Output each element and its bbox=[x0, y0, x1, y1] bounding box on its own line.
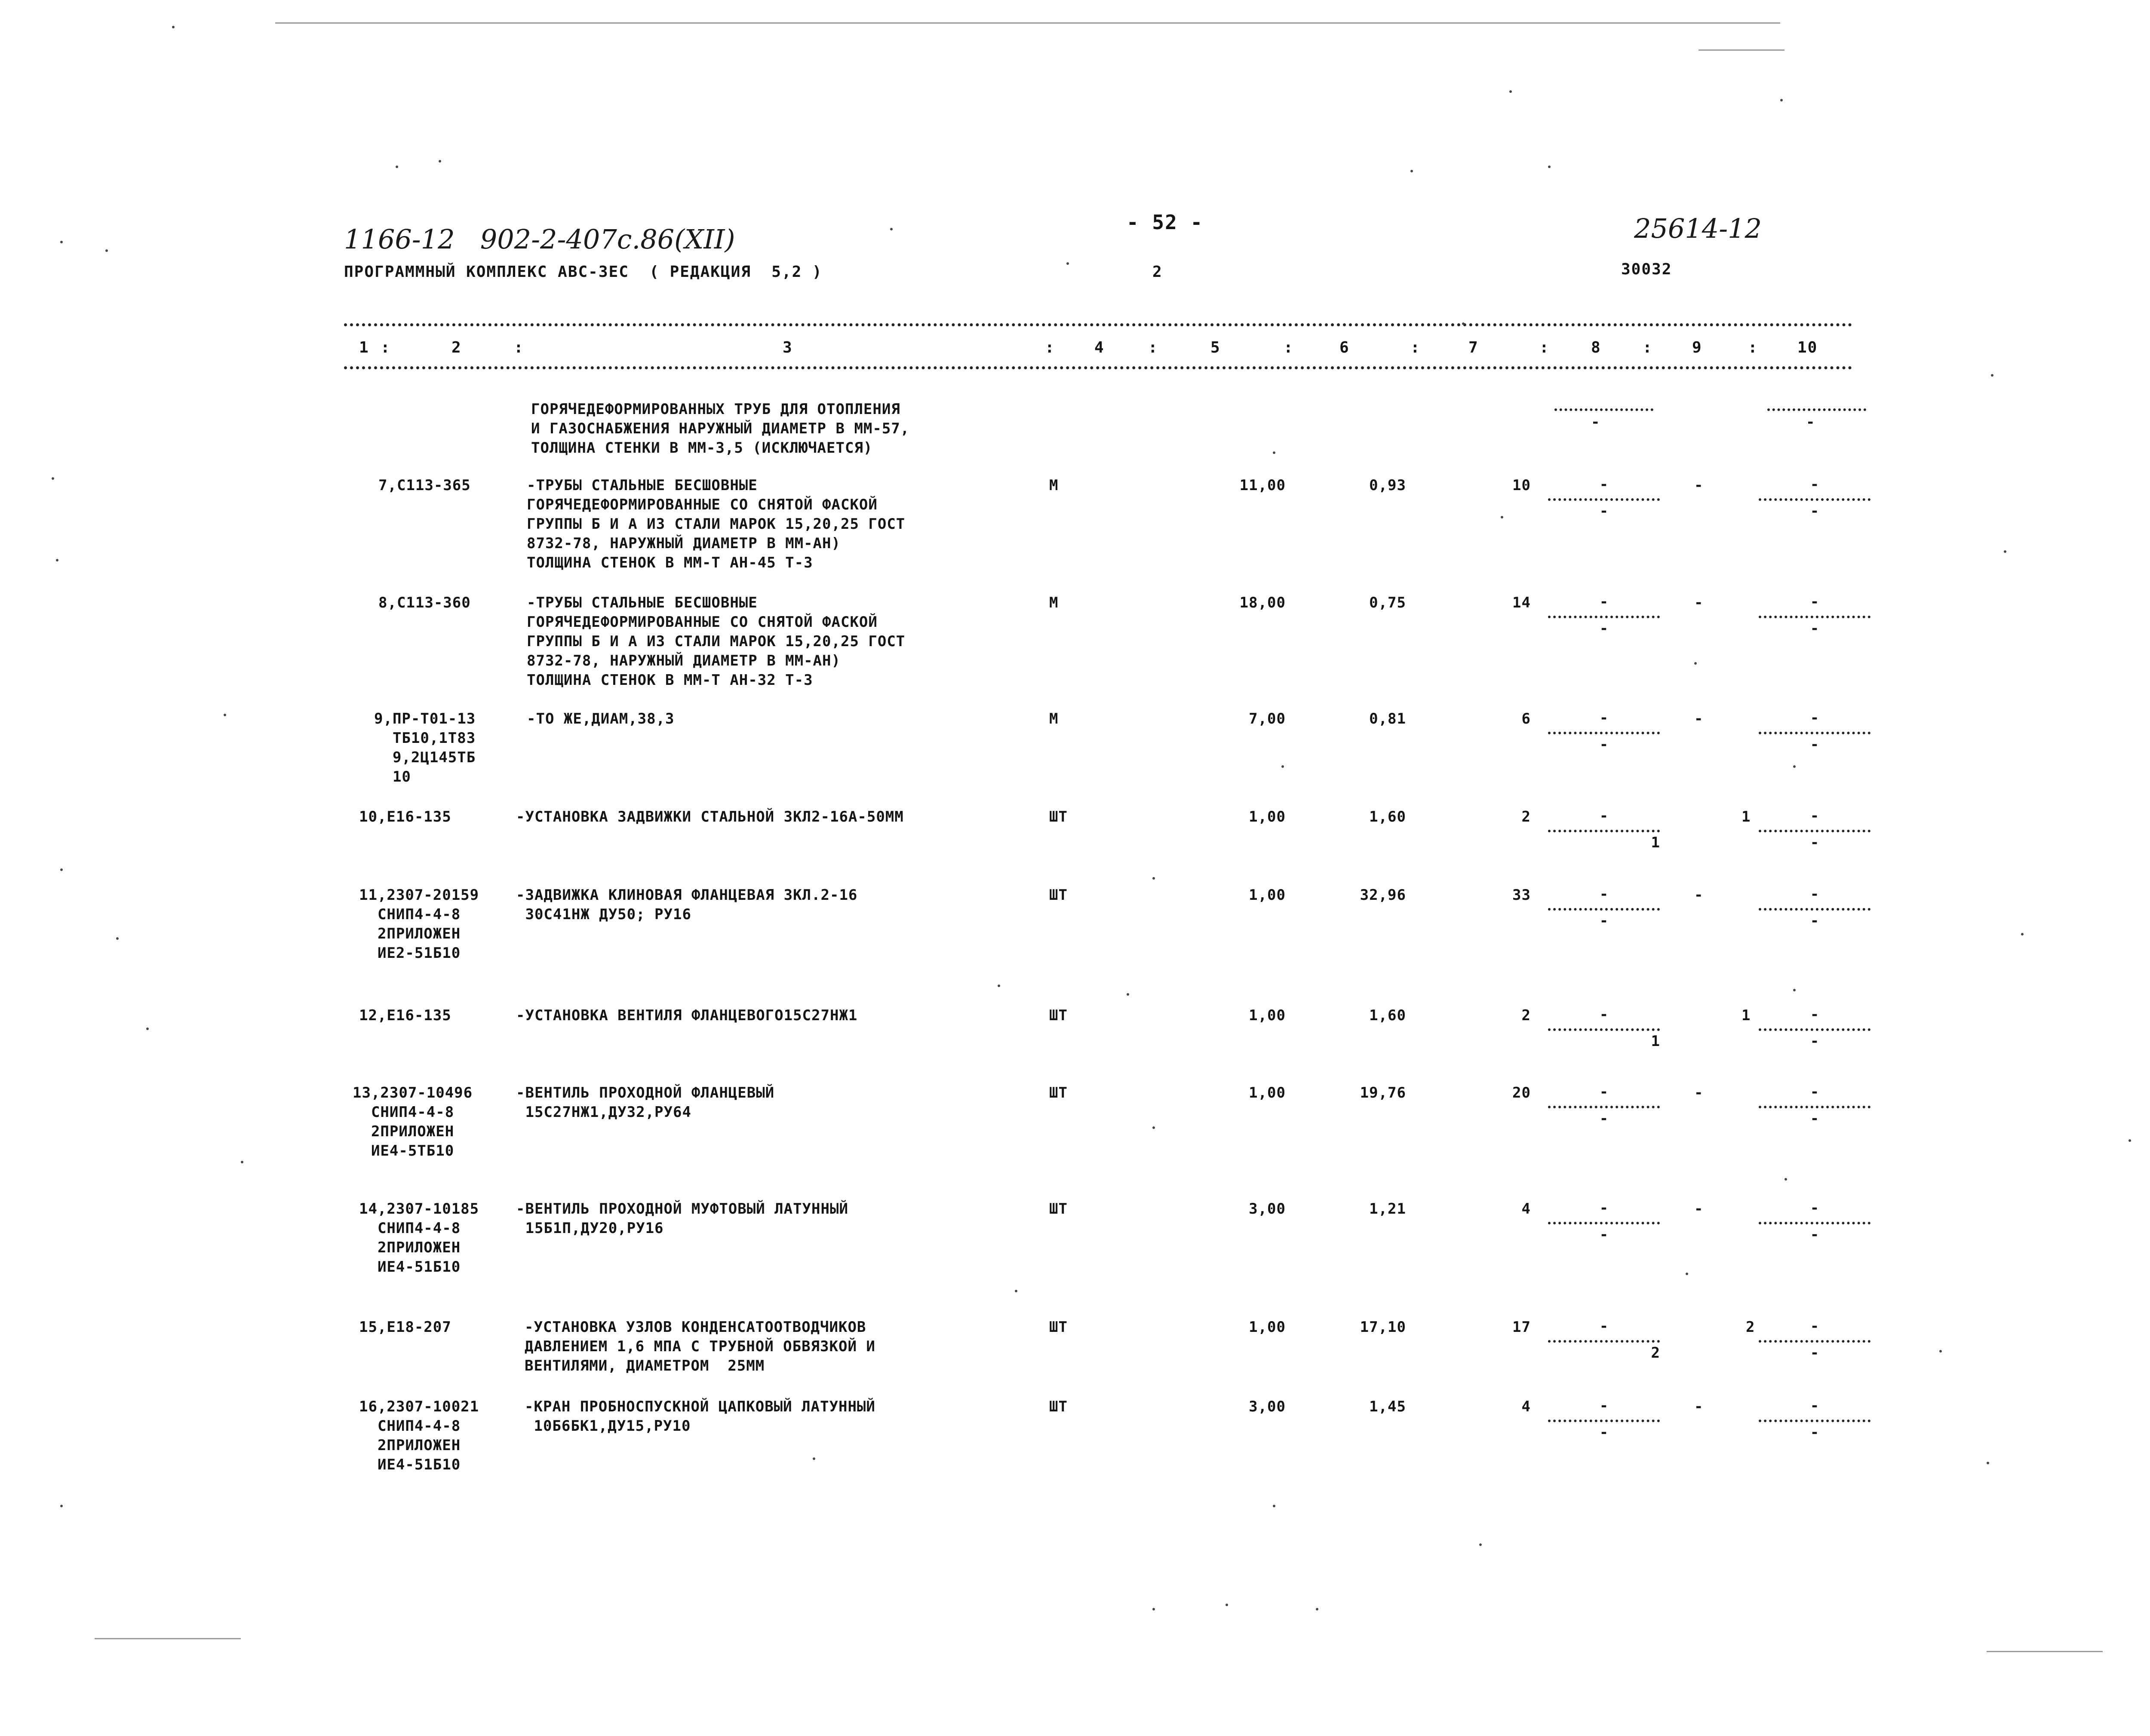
row-description: -ТО ЖЕ,ДИАМ,38,3 bbox=[527, 710, 675, 727]
row-col10-bottom: - bbox=[1810, 912, 1819, 929]
column-header-9: 9 bbox=[1692, 339, 1702, 356]
column-header-2: 2 bbox=[452, 339, 462, 356]
column-header-8: 8 bbox=[1591, 339, 1601, 356]
row-col8-top: - bbox=[1599, 709, 1609, 727]
row-col9: 1 bbox=[1742, 808, 1751, 825]
row-code: 9,ПР-Т01-13 ТБ10,1Т83 9,2Ц145ТБ 10 bbox=[374, 710, 476, 785]
row-col8-top: - bbox=[1599, 593, 1609, 610]
row-price: 17,10 bbox=[1360, 1319, 1406, 1336]
row-col10-bottom: - bbox=[1810, 736, 1819, 753]
row-col7: 20 bbox=[1512, 1084, 1531, 1101]
row-col10-top: - bbox=[1810, 1199, 1819, 1217]
row-col9: - bbox=[1694, 886, 1704, 904]
row-col10-top: - bbox=[1810, 1318, 1819, 1335]
program-column-2: 2 bbox=[1152, 263, 1163, 281]
row-col8-fraction bbox=[1548, 709, 1660, 761]
row-col10-fraction bbox=[1759, 1083, 1870, 1135]
row-col10-fraction bbox=[1759, 886, 1870, 937]
row-quantity: 7,00 bbox=[1249, 710, 1286, 727]
row-col10-fraction bbox=[1759, 476, 1870, 528]
row-price: 1,60 bbox=[1369, 1007, 1406, 1024]
column-header-3: 3 bbox=[783, 339, 793, 356]
column-header-1: 1 bbox=[359, 339, 369, 356]
row-col7: 4 bbox=[1521, 1398, 1531, 1415]
column-header-4: 4 bbox=[1094, 339, 1105, 356]
row-quantity: 3,00 bbox=[1249, 1398, 1286, 1415]
row-col8-bottom: - bbox=[1599, 736, 1609, 753]
row-col9: - bbox=[1694, 710, 1704, 727]
table-top-rule bbox=[344, 323, 1852, 326]
row-col8-fraction bbox=[1548, 593, 1660, 645]
row-col7: 14 bbox=[1512, 594, 1531, 611]
handwritten-sheet-number: 25614-12 bbox=[1634, 213, 1762, 244]
row-col10-fraction bbox=[1759, 709, 1870, 761]
row-col10-top: - bbox=[1810, 709, 1819, 727]
row-col9: 2 bbox=[1746, 1319, 1755, 1336]
row-col10-top: - bbox=[1810, 593, 1819, 610]
row-description: ГОРЯЧЕДЕФОРМИРОВАННЫХ ТРУБ ДЛЯ ОТОПЛЕНИЯ И ГАЗОСНАБЖЕНИЯ НАРУЖНЫЙ ДИАМЕТР В ММ-57, ТОЛЩИНА СТЕНКИ В ММ-3,5 (ИСКЛЮЧАЕТСЯ) bbox=[531, 401, 910, 457]
row-description: -ВЕНТИЛЬ ПРОХОДНОЙ МУФТОВЫЙ ЛАТУННЫЙ 15Б1П,ДУ20,РУ16 bbox=[516, 1200, 848, 1237]
row-price: 32,96 bbox=[1360, 886, 1406, 904]
row-col7: 33 bbox=[1512, 886, 1531, 904]
row-code: 8,С113-360 bbox=[378, 594, 471, 611]
row-col7: 17 bbox=[1512, 1319, 1531, 1336]
row-price: 0,75 bbox=[1369, 594, 1406, 611]
row-description: -ЗАДВИЖКА КЛИНОВАЯ ФЛАНЦЕВАЯ ЗКЛ.2-16 30С41НЖ ДУ50; РУ16 bbox=[516, 886, 858, 923]
row-col8-top: - bbox=[1599, 807, 1609, 825]
top-right-scan-line bbox=[1698, 49, 1784, 51]
row-col8-bottom: 1 bbox=[1651, 1033, 1660, 1050]
row-quantity: 3,00 bbox=[1249, 1200, 1286, 1218]
row-col10-bottom: - bbox=[1810, 1424, 1819, 1441]
row-quantity: 18,00 bbox=[1239, 594, 1286, 611]
row-unit: ШТ bbox=[1049, 808, 1068, 825]
row-unit: ШТ bbox=[1049, 1007, 1068, 1024]
row-col10-fraction bbox=[1759, 1397, 1870, 1449]
row-col9: - bbox=[1694, 477, 1704, 494]
row-quantity: 11,00 bbox=[1239, 477, 1286, 494]
row-col7: 2 bbox=[1521, 808, 1531, 825]
column-header-5: 5 bbox=[1210, 339, 1221, 356]
row-price: 0,93 bbox=[1369, 477, 1406, 494]
row-col8-top: - bbox=[1599, 476, 1609, 493]
row-quantity: 1,00 bbox=[1249, 886, 1286, 904]
row-quantity: 1,00 bbox=[1249, 1007, 1286, 1024]
row-col7: 10 bbox=[1512, 477, 1531, 494]
row-price: 1,21 bbox=[1369, 1200, 1406, 1218]
row-col8-bottom: 2 bbox=[1651, 1344, 1660, 1362]
handwritten-document-number: 1166-12 902-2-407с.86(XII) bbox=[344, 224, 735, 255]
row-col7: 4 bbox=[1521, 1200, 1531, 1218]
row-code: 16,2307-10021 СНИП4-4-8 2ПРИЛОЖЕН ИЕ4-51Б10 bbox=[359, 1398, 479, 1473]
row-col10-fraction bbox=[1759, 593, 1870, 645]
row-code: 15,Е18-207 bbox=[359, 1319, 452, 1336]
row-code: 12,Е16-135 bbox=[359, 1007, 452, 1024]
row-col10-fraction bbox=[1759, 807, 1870, 859]
row-col10-top: - bbox=[1810, 1083, 1819, 1101]
row-unit: М bbox=[1049, 710, 1059, 727]
row-unit: ШТ bbox=[1049, 1319, 1068, 1336]
row-quantity: 1,00 bbox=[1249, 808, 1286, 825]
row-col10-bottom: - bbox=[1810, 503, 1819, 520]
row-col7: 2 bbox=[1521, 1007, 1531, 1024]
row-col8-bottom: - bbox=[1599, 620, 1609, 637]
row-col10-bottom: - bbox=[1810, 1226, 1819, 1243]
row-col8-fraction bbox=[1548, 807, 1660, 859]
row-col10-bottom: - bbox=[1810, 1344, 1819, 1362]
row-code: 7,С113-365 bbox=[378, 477, 471, 494]
row-code: 11,2307-20159 СНИП4-4-8 2ПРИЛОЖЕН ИЕ2-51Б10 bbox=[359, 886, 479, 962]
row-col8-top: - bbox=[1599, 886, 1609, 903]
row-col10-bottom: - bbox=[1810, 1110, 1819, 1127]
row-unit: ШТ bbox=[1049, 1398, 1068, 1415]
row-col10-top: - bbox=[1810, 476, 1819, 493]
row-col8-fraction bbox=[1548, 1199, 1660, 1251]
row-col7: 6 bbox=[1521, 710, 1531, 727]
row-col8-bottom: - bbox=[1599, 503, 1609, 520]
row-col8-top: - bbox=[1599, 1318, 1609, 1335]
program-title: ПРОГРАММНЫЙ КОМПЛЕКС АВС-3ЕС ( РЕДАКЦИЯ 5,2 ) bbox=[344, 263, 823, 281]
row-code: 10,Е16-135 bbox=[359, 808, 452, 825]
row-col9: - bbox=[1694, 594, 1704, 611]
row-unit: ШТ bbox=[1049, 886, 1068, 904]
row-col10-top: - bbox=[1810, 807, 1819, 825]
row-col8-bottom: - bbox=[1599, 1110, 1609, 1127]
row-description: -УСТАНОВКА УЗЛОВ КОНДЕНСАТООТВОДЧИКОВ ДАВЛЕНИЕМ 1,6 МПА С ТРУБНОЙ ОБВЯЗКОЙ И ВЕНТИЛЯМИ, ДИАМЕТРОМ 25ММ bbox=[525, 1319, 875, 1374]
row-unit: ШТ bbox=[1049, 1084, 1068, 1101]
row-col9: 1 bbox=[1742, 1007, 1751, 1024]
row-description: -УСТАНОВКА ВЕНТИЛЯ ФЛАНЦЕВОГО15С27НЖ1 bbox=[516, 1007, 858, 1024]
top-scan-line bbox=[275, 22, 1780, 24]
row-col8-fraction bbox=[1548, 886, 1660, 937]
row-col8-bottom: - bbox=[1591, 414, 1600, 431]
column-header-7: 7 bbox=[1468, 339, 1479, 356]
row-description: -УСТАНОВКА ЗАДВИЖКИ СТАЛЬНОЙ ЗКЛ2-16А-50ММ bbox=[516, 808, 904, 825]
row-description: -ТРУБЫ СТАЛЬНЫЕ БЕСШОВНЫЕ ГОРЯЧЕДЕФОРМИРОВАННЫЕ СО СНЯТОЙ ФАСКОЙ ГРУППЫ Б И А ИЗ СТАЛИ МАРОК 15,20,25 ГОСТ 8732-78, НАРУЖНЫЙ ДИАМЕТР В ММ-АН) ТОЛЩИНА СТЕНОК В ММ-Т АН-32 Т-3 bbox=[527, 594, 906, 689]
row-col10-bottom: - bbox=[1810, 620, 1819, 637]
row-col10-top: - bbox=[1810, 1006, 1819, 1023]
row-col10-fraction bbox=[1759, 1006, 1870, 1058]
row-description: -ВЕНТИЛЬ ПРОХОДНОЙ ФЛАНЦЕВЫЙ 15С27НЖ1,ДУ32,РУ64 bbox=[516, 1084, 775, 1121]
row-col10-bottom: - bbox=[1810, 834, 1819, 851]
row-col8-fraction bbox=[1548, 1397, 1660, 1449]
row-col8-fraction bbox=[1548, 1318, 1660, 1369]
row-col9: - bbox=[1694, 1200, 1704, 1218]
row-code: 14,2307-10185 СНИП4-4-8 2ПРИЛОЖЕН ИЕ4-51Б10 bbox=[359, 1200, 479, 1276]
row-col8-fraction bbox=[1548, 1006, 1660, 1058]
row-col8-bottom: 1 bbox=[1651, 834, 1660, 851]
row-code: 13,2307-10496 СНИП4-4-8 2ПРИЛОЖЕН ИЕ4-5ТБ10 bbox=[353, 1084, 473, 1159]
table-header-rule bbox=[344, 366, 1852, 369]
row-description: -ТРУБЫ СТАЛЬНЫЕ БЕСШОВНЫЕ ГОРЯЧЕДЕФОРМИРОВАННЫЕ СО СНЯТОЙ ФАСКОЙ ГРУППЫ Б И А ИЗ СТАЛИ МАРОК 15,20,25 ГОСТ 8732-78, НАРУЖНЫЙ ДИАМЕТР В ММ-АН) ТОЛЩИНА СТЕНОК В ММ-Т АН-45 Т-3 bbox=[527, 477, 906, 571]
row-unit: М bbox=[1049, 477, 1059, 494]
row-quantity: 1,00 bbox=[1249, 1319, 1286, 1336]
row-col10-top: - bbox=[1810, 886, 1819, 903]
row-col8-bottom: - bbox=[1599, 1424, 1609, 1441]
row-col10-bottom: - bbox=[1810, 1033, 1819, 1050]
row-col8-top: - bbox=[1599, 1006, 1609, 1023]
row-col10-bottom: - bbox=[1806, 414, 1815, 431]
row-quantity: 1,00 bbox=[1249, 1084, 1286, 1101]
row-col8-top: - bbox=[1599, 1397, 1609, 1414]
row-price: 19,76 bbox=[1360, 1084, 1406, 1101]
row-col8-bottom: - bbox=[1599, 912, 1609, 929]
row-col9: - bbox=[1694, 1398, 1704, 1415]
row-col8-top: - bbox=[1599, 1199, 1609, 1217]
row-col8-fraction bbox=[1548, 476, 1660, 528]
row-description: -КРАН ПРОБНОСПУСКНОЙ ЦАПКОВЫЙ ЛАТУННЫЙ 10Б6БК1,ДУ15,РУ10 bbox=[525, 1398, 875, 1435]
row-price: 1,60 bbox=[1369, 808, 1406, 825]
row-col10-fraction bbox=[1759, 1318, 1870, 1369]
page-number: - 52 - bbox=[1127, 211, 1204, 234]
row-col9: - bbox=[1694, 1084, 1704, 1101]
column-header-6: 6 bbox=[1339, 339, 1350, 356]
column-header-10: 10 bbox=[1797, 339, 1818, 356]
row-unit: М bbox=[1049, 594, 1059, 611]
row-col8-fraction bbox=[1548, 1083, 1660, 1135]
row-col10-fraction bbox=[1759, 1199, 1870, 1251]
row-col8-bottom: - bbox=[1599, 1226, 1609, 1243]
row-price: 1,45 bbox=[1369, 1398, 1406, 1415]
row-price: 0,81 bbox=[1369, 710, 1406, 727]
bottom-left-scan-line bbox=[95, 1638, 241, 1639]
row-unit: ШТ bbox=[1049, 1200, 1068, 1218]
bottom-right-scan-line bbox=[1987, 1651, 2103, 1652]
row-col8-top: - bbox=[1599, 1083, 1609, 1101]
row-col10-top: - bbox=[1810, 1397, 1819, 1414]
program-code: 30032 bbox=[1621, 261, 1672, 278]
